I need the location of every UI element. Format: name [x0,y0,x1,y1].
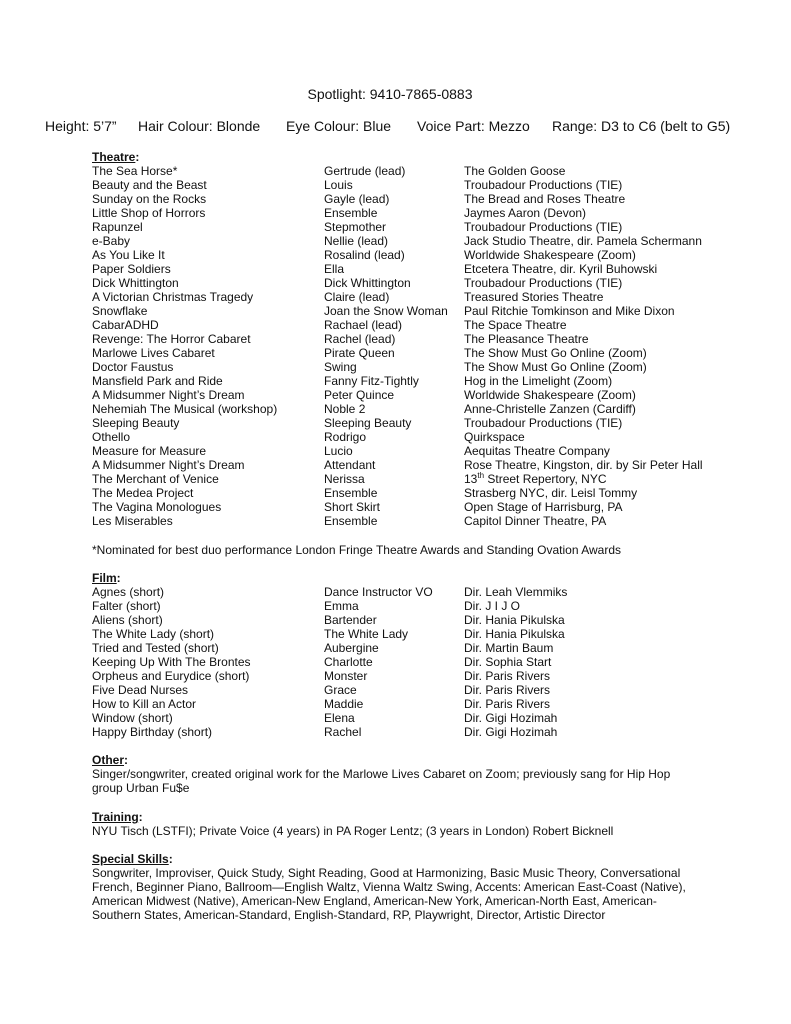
theatre-credit-row [92,472,712,486]
film-credit-row-role: Aubergine [324,641,379,655]
theatre-credit-row-role: Swing [324,360,357,374]
theatre-credit-row [92,192,712,206]
theatre-credit-row-role: Ensemble [324,514,378,528]
theatre-credit-row-company: 13th Street Repertory, NYC [464,471,607,486]
theatre-credit-row-role: Stepmother [324,220,387,234]
film-credit-row-title: Keeping Up With The Brontes [92,655,251,669]
theatre-credit-row-company: Capitol Dinner Theatre, PA [464,514,607,528]
theatre-credit-row-role: Gertrude (lead) [324,164,406,178]
theatre-credit-row [92,416,712,430]
film-credit-row-title: Happy Birthday (short) [92,725,213,739]
film-credit-row [92,585,712,599]
theatre-credit-row-company: The Show Must Go Online (Zoom) [464,360,647,374]
theatre-credit-row-role: Short Skirt [324,500,381,514]
theatre-table [92,164,712,528]
film-credit-row [92,711,712,725]
film-credit-row-role: Emma [324,599,359,613]
theatre-credit-row-company: Troubadour Productions (TIE) [464,220,623,234]
theatre-credit-row-role: Rachael (lead) [324,318,403,332]
theatre-credit-row [92,318,712,332]
theatre-credit-row [92,430,712,444]
theatre-credit-row-title: The Sea Horse* [92,164,178,178]
film-credit-row-title: How to Kill an Actor [92,697,197,711]
theatre-credit-row-role: Pirate Queen [324,346,395,360]
stats-line [45,118,775,134]
film-credit-row-role: Grace [324,683,357,697]
theatre-credit-row-company: Strasberg NYC, dir. Leisl Tommy [464,486,638,500]
theatre-credit-row-company: Worldwide Shakespeare (Zoom) [464,388,636,402]
theatre-credit-row-title: e-Baby [92,234,131,248]
film-credit-row-role: Rachel [324,725,362,739]
theatre-credit-row-role: Fanny Fitz-Tightly [324,374,419,388]
theatre-credit-row [92,444,712,458]
skills-text: Songwriter, Improviser, Quick Study, Sight Reading, Good at Harmonizing, Basic Music Theory, Conversational French, Beginner Piano, Ballroom—English Waltz, Vienna Waltz Swing, Accents: American East-Coast (Native), American Midwest (Native), American-New England, American-New York, American-North East, American-Southern States, American-Standard, English-Standard, RP, Playwright, Director, Artistic Director [92,866,686,922]
film-credit-row-company: Dir. Paris Rivers [464,697,551,711]
film-credit-row-role: Dance Instructor VO [324,585,433,599]
theatre-credit-row-title: Rapunzel [92,220,143,234]
theatre-credit-row [92,486,712,500]
theatre-credit-row-role: Rachel (lead) [324,332,396,346]
film-credit-row [92,725,712,739]
film-credit-row-role: Charlotte [324,655,373,669]
theatre-credit-row [92,360,712,374]
training-text: NYU Tisch (LSTFI); Private Voice (4 years) in PA Roger Lentz; (3 years in London) Robert Bicknell [92,824,614,838]
film-credit-row [92,697,712,711]
theatre-credit-row-company: Open Stage of Harrisburg, PA [464,500,623,514]
theatre-credit-row-company: The Pleasance Theatre [464,332,589,346]
theatre-credit-row [92,388,712,402]
theatre-credit-row-title: Marlowe Lives Cabaret [92,346,215,360]
voice-part-stat: Voice Part: Mezzo [417,118,530,134]
theatre-credit-row-role: Ella [324,262,345,276]
theatre-credit-row-title: A Midsummer Night’s Dream [92,388,245,402]
theatre-credit-row [92,332,712,346]
theatre-credit-row [92,164,712,178]
theatre-credit-row-role: Ensemble [324,486,378,500]
theatre-credit-row-title: Sleeping Beauty [92,416,180,430]
theatre-credit-row-company: Rose Theatre, Kingston, dir. by Sir Peter Hall [464,458,703,472]
film-credit-row-role: Bartender [324,613,377,627]
film-credit-row-role: Maddie [324,697,364,711]
theatre-credit-row-role: Joan the Snow Woman [324,304,448,318]
theatre-credit-row-role: Louis [324,178,353,192]
theatre-credit-row [92,220,712,234]
theatre-credit-row-title: The Medea Project [92,486,194,500]
spotlight-number: Spotlight: 9410-7865-0883 [307,86,473,102]
other-section: Other: Singer/songwriter, created original work for the Marlowe Lives Cabaret on Zoom; previously sang for Hip Hop group Urban Fu$e [92,753,712,795]
film-credit-row-company: Dir. Martin Baum [464,641,554,655]
theatre-section: Theatre: The Sea Horse* Gertrude (lead) The Golden Goose Beauty and the Beast Louis Troubadour Productions (TIE) Sunday on the Rocks Gayle (lead) The Bread and Roses Theatre Little Shop of Horrors Ensemble Jaymes Aaron (Devon) Rapunzel Stepmother Troubadour Productions (TIE) e-Baby Nellie (lead) Jack Studio Theatre, dir. Pamela Schermann As You Like It Rosalind (lead) Worldwide Shakespeare (Zoom) Paper Soldiers Ella Etcetera Theatre, dir. Kyril Buhowski Dick Whittington Dick Whittington Troubadour Productions (TIE) A Victorian Christmas Tragedy Claire (lead) Treasured Stories Theatre Snowflake Joan the Snow Woman Paul Ritchie Tomkinson and Mike Dixon CabarADHD Rachael (lead) The Space Theatre Revenge: The Horror Cabaret Rachel (lead) The Pleasance Theatre Marlowe Lives Cabaret Pirate Queen The Show Must Go Online (Zoom) Doctor Faustus Swing The Show Must Go Online (Zoom) Mansfield Park and Ride Fanny Fitz-Tightly Hog in the Limelight (Zoom) A Midsummer Night’s Dream Peter Quince Worldwide Shakespeare (Zoom) Nehemiah The Musical (workshop) Noble 2 Anne-Christelle Zanzen (Cardiff) Sleeping Beauty Sleeping Beauty Troubadour Productions (TIE) Othello Rodrigo Quirkspace Measure for Measure Lucio Aequitas Theatre Company A Midsummer Night’s Dream Attendant Rose Theatre, Kingston, dir. by Sir Peter Hall The Merchant of Venice Nerissa 13th Street Repertory, NYC The Medea Project Ensemble Strasberg NYC, dir. Leisl Tommy The Vagina Monologues Short Skirt Open Stage of Harrisburg, PA Les Miserables Ensemble Capitol Dinner Theatre, PA [92,150,712,528]
film-credit-row-company: Dir. Gigi Hozimah [464,725,558,739]
theatre-credit-row [92,514,712,528]
film-heading: Film [92,571,117,585]
film-credit-row [92,641,712,655]
film-credit-row [92,599,712,613]
film-credit-row-title: The White Lady (short) [92,627,215,641]
theatre-footnote: *Nominated for best duo performance London Fringe Theatre Awards and Standing Ovation Awards [92,543,621,557]
theatre-credit-row [92,248,712,262]
theatre-credit-row-role: Attendant [324,458,376,472]
other-text: Singer/songwriter, created original work for the Marlowe Lives Cabaret on Zoom; previously sang for Hip Hop group Urban Fu$e [92,767,671,795]
film-credit-row-title: Falter (short) [92,599,161,613]
theatre-credit-row-company: Etcetera Theatre, dir. Kyril Buhowski [464,262,658,276]
height-stat: Height: 5’7” [45,118,117,134]
eye-colour-stat: Eye Colour: Blue [286,118,392,134]
theatre-credit-row-company: Aequitas Theatre Company [464,444,610,458]
film-credit-row [92,683,712,697]
theatre-credit-row-company: Quirkspace [464,430,525,444]
theatre-credit-row-title: The Merchant of Venice [92,472,219,486]
theatre-credit-row-title: The Vagina Monologues [92,500,222,514]
theatre-credit-row-title: Mansfield Park and Ride [92,374,223,388]
theatre-credit-row-company: Paul Ritchie Tomkinson and Mike Dixon [464,304,675,318]
theatre-credit-row-title: Paper Soldiers [92,262,171,276]
film-credit-row-title: Tried and Tested (short) [92,641,219,655]
film-credit-row-title: Aliens (short) [92,613,163,627]
theatre-credit-row-company: Troubadour Productions (TIE) [464,276,623,290]
theatre-credit-row-title: Nehemiah The Musical (workshop) [92,402,278,416]
theatre-credit-row-role: Sleeping Beauty [324,416,412,430]
film-section: Film: Agnes (short) Dance Instructor VO Dir. Leah Vlemmiks Falter (short) Emma Dir. J I J O Aliens (short) Bartender Dir. Hania Pikulska The White Lady (short) The White Lady Dir. Hania Pikulska Tried and Tested (short) Aubergine Dir. Martin Baum Keeping Up With The Brontes Charlotte Dir. Sophia Start Orpheus and Eurydice (short) Monster Dir. Paris Rivers Five Dead Nurses Grace Dir. Paris Rivers How to Kill an Actor Maddie Dir. Paris Rivers Window (short) Elena Dir. Gigi Hozimah Happy Birthday (short) Rachel Dir. Gigi Hozimah [92,571,712,739]
theatre-credit-row-role: Dick Whittington [324,276,411,290]
film-credit-row-title: Five Dead Nurses [92,683,189,697]
film-credit-row [92,627,712,641]
theatre-credit-row-company: Anne-Christelle Zanzen (Cardiff) [464,402,636,416]
theatre-credit-row-title: Doctor Faustus [92,360,174,374]
theatre-credit-row-role: Gayle (lead) [324,192,390,206]
theatre-credit-row-company: The Golden Goose [464,164,566,178]
theatre-credit-row-role: Rosalind (lead) [324,248,405,262]
hair-colour-stat: Hair Colour: Blonde [138,118,261,134]
training-section: Training: NYU Tisch (LSTFI); Private Voice (4 years) in PA Roger Lentz; (3 years in London) Robert Bicknell [92,810,712,838]
theatre-credit-row-company: Treasured Stories Theatre [464,290,604,304]
theatre-credit-row [92,290,712,304]
theatre-credit-row-title: A Midsummer Night’s Dream [92,458,245,472]
theatre-credit-row [92,500,712,514]
theatre-credit-row [92,458,712,472]
film-credit-row-company: Dir. Hania Pikulska [464,613,565,627]
film-credit-row [92,613,712,627]
theatre-credit-row-company: The Show Must Go Online (Zoom) [464,346,647,360]
theatre-heading: Theatre [92,150,136,164]
training-heading: Training [92,810,139,824]
theatre-credit-row-title: Measure for Measure [92,444,207,458]
theatre-credit-row-title: Dick Whittington [92,276,179,290]
theatre-credit-row-role: Nerissa [324,472,365,486]
film-credit-row-company: Dir. Paris Rivers [464,683,551,697]
theatre-credit-row-role: Rodrigo [324,430,367,444]
film-table [92,585,712,739]
theatre-credit-row-title: A Victorian Christmas Tragedy [92,290,254,304]
film-credit-row-role: Monster [324,669,368,683]
theatre-credit-row-title: Les Miserables [92,514,173,528]
skills-section: Special Skills: Songwriter, Improviser, Quick Study, Sight Reading, Good at Harmonizing, Basic Music Theory, Conversational French, Beginner Piano, Ballroom—English Waltz, Vienna Waltz Swing, Accents: American East-Coast (Native), American Midwest (Native), American-New England, American-New York, American-North East, American-Southern States, American-Standard, English-Standard, RP, Playwright, Director, Artistic Director [92,852,712,922]
theatre-credit-row [92,276,712,290]
film-credit-row-role: Elena [324,711,355,725]
theatre-credit-row-title: Revenge: The Horror Cabaret [92,332,251,346]
theatre-credit-row [92,402,712,416]
theatre-credit-row-role: Ensemble [324,206,378,220]
film-credit-row-company: Dir. Leah Vlemmiks [464,585,568,599]
theatre-credit-row-company: Jaymes Aaron (Devon) [464,206,587,220]
theatre-credit-row-company: The Bread and Roses Theatre [464,192,626,206]
theatre-credit-row-title: CabarADHD [92,318,159,332]
film-credit-row-title: Orpheus and Eurydice (short) [92,669,250,683]
film-credit-row-title: Agnes (short) [92,585,165,599]
theatre-credit-row [92,374,712,388]
film-credit-row [92,669,712,683]
film-credit-row-title: Window (short) [92,711,173,725]
film-credit-row-company: Dir. Paris Rivers [464,669,551,683]
film-credit-row-company: Dir. Sophia Start [464,655,552,669]
film-credit-row-company: Dir. J I J O [464,599,521,613]
theatre-credit-row-title: Beauty and the Beast [92,178,207,192]
theatre-credit-row-title: Little Shop of Horrors [92,206,206,220]
theatre-credit-row-company: Troubadour Productions (TIE) [464,178,623,192]
theatre-credit-row-role: Noble 2 [324,402,366,416]
theatre-credit-row-company: Worldwide Shakespeare (Zoom) [464,248,636,262]
range-stat: Range: D3 to C6 (belt to G5) [552,118,731,134]
theatre-credit-row-company: Jack Studio Theatre, dir. Pamela Schermann [464,234,702,248]
theatre-credit-row-company: Troubadour Productions (TIE) [464,416,623,430]
theatre-credit-row-role: Peter Quince [324,388,395,402]
skills-heading: Special Skills [92,852,169,866]
theatre-credit-row-title: As You Like It [92,248,165,262]
theatre-credit-row [92,346,712,360]
theatre-credit-row [92,262,712,276]
theatre-credit-row [92,178,712,192]
theatre-credit-row-title: Sunday on the Rocks [92,192,207,206]
theatre-credit-row [92,206,712,220]
film-credit-row-role: The White Lady [324,627,409,641]
theatre-credit-row-company: The Space Theatre [464,318,567,332]
theatre-credit-row-title: Snowflake [92,304,148,318]
theatre-credit-row-role: Nellie (lead) [324,234,389,248]
theatre-credit-row-title: Othello [92,430,131,444]
theatre-credit-row-role: Lucio [324,444,353,458]
other-heading: Other [92,753,125,767]
film-credit-row-company: Dir. Hania Pikulska [464,627,565,641]
film-credit-row [92,655,712,669]
film-credit-row-company: Dir. Gigi Hozimah [464,711,558,725]
theatre-credit-row [92,304,712,318]
theatre-credit-row-role: Claire (lead) [324,290,390,304]
theatre-credit-row [92,234,712,248]
theatre-credit-row-company: Hog in the Limelight (Zoom) [464,374,613,388]
